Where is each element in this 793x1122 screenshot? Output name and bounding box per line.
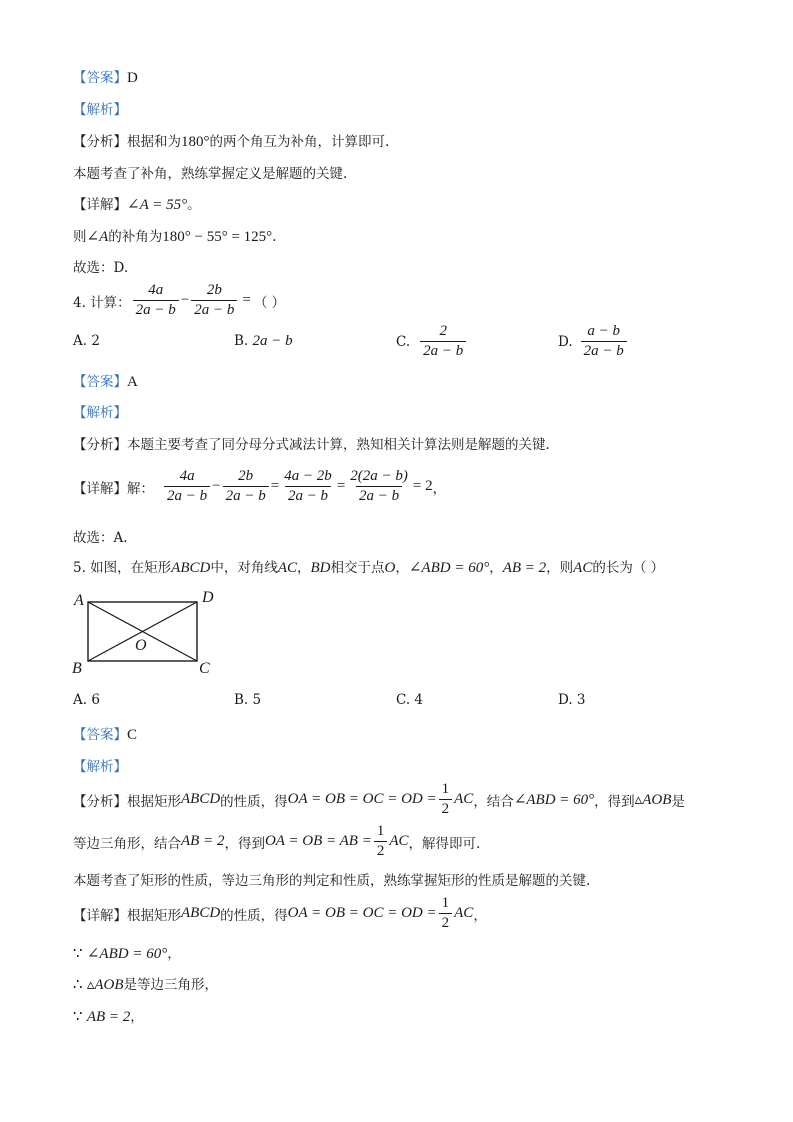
q4-analysis-tag xyxy=(73,401,127,421)
q3-detail-line xyxy=(73,193,201,214)
angle-a: ∠A xyxy=(86,229,109,245)
math: AC xyxy=(389,833,409,849)
denominator: 2a − b xyxy=(223,486,269,506)
numerator: 1 xyxy=(441,781,450,797)
denominator: 2a − b xyxy=(285,486,331,506)
q4-option-b xyxy=(234,333,293,350)
analysis-tag: 【解析】 xyxy=(73,405,127,421)
math: AB = 2 xyxy=(502,560,547,576)
answer-value: C xyxy=(127,727,138,743)
math: AC xyxy=(277,560,298,576)
numerator: a − b xyxy=(587,323,621,339)
analysis-tag: 【解析】 xyxy=(73,759,127,775)
math: OA = OB = OC = OD = xyxy=(287,905,437,921)
answer-value: A xyxy=(127,374,138,390)
math: ∠ABD = 60° xyxy=(513,792,595,808)
denominator: 2a − b xyxy=(420,341,466,361)
math: AB = 2 xyxy=(181,833,225,849)
q4-stem xyxy=(73,281,285,320)
fraction xyxy=(374,822,388,861)
q5-option-b: B. 5 xyxy=(234,692,262,708)
stem-text: 中，对角线 xyxy=(210,560,278,576)
degree-value: 180° xyxy=(181,134,210,150)
q4-option-a: A. 2 xyxy=(73,333,100,349)
fraction xyxy=(133,281,179,320)
because-symbol: ∵ xyxy=(73,946,83,962)
math: AC xyxy=(573,560,593,576)
because-symbol: ∵ xyxy=(73,1009,83,1025)
q3-review: 本题考查了补角，熟练掌握定义是解题的关键. xyxy=(73,166,348,182)
answer-blank: 的长为（ ） xyxy=(592,560,665,576)
text: 的性质，得 xyxy=(220,907,288,924)
math: ∠ABD = 60° xyxy=(86,946,168,962)
stem-text: 4. 计算： xyxy=(73,294,131,311)
q3-choice: 故选：D. xyxy=(73,260,129,276)
math: ▵AOB xyxy=(634,792,672,808)
q5-option-a: A. 6 xyxy=(73,692,100,708)
punct: ， xyxy=(297,560,311,576)
answer-tag: 【答案】 xyxy=(73,70,127,86)
q5-step-therefore xyxy=(73,973,218,994)
math: AB = 2 xyxy=(86,1009,131,1025)
fraction xyxy=(347,467,411,506)
numerator: 2b xyxy=(206,282,222,298)
text: 是等边三角形， xyxy=(123,977,219,993)
therefore-symbol: ∴ xyxy=(73,977,83,993)
punct: ， xyxy=(395,560,409,576)
vertex-label-a: A xyxy=(74,592,84,609)
detail-text: 解： xyxy=(127,480,154,497)
q5-step-because-ab xyxy=(73,1005,144,1026)
fenxi-text: 根据和为 xyxy=(127,134,181,150)
option-label: B. xyxy=(234,333,249,349)
q4-answer-line xyxy=(73,370,138,391)
text: ，结合 xyxy=(473,793,514,810)
numerator: 1 xyxy=(376,823,385,839)
q4-fenxi-line xyxy=(73,433,550,453)
fraction xyxy=(420,322,466,361)
fraction xyxy=(281,467,335,506)
detail-tag: 【详解】 xyxy=(73,907,127,924)
text: ，解得即可. xyxy=(408,835,481,852)
punct: . xyxy=(272,229,277,245)
denominator: 2a − b xyxy=(133,300,179,320)
q5-option-c: C. 4 xyxy=(396,692,424,708)
math: ABCD xyxy=(171,560,211,576)
numerator: 4a xyxy=(148,282,164,298)
denominator: 2 xyxy=(374,841,388,861)
stem-text: 相交于点 xyxy=(330,560,385,576)
text: 的性质，得 xyxy=(220,793,288,810)
equals-sign: = xyxy=(270,478,280,494)
q5-fenxi-line2 xyxy=(73,822,480,861)
q3-answer-line xyxy=(73,66,138,87)
math: O xyxy=(384,560,396,576)
numerator: 2(2a − b) xyxy=(350,468,408,484)
denominator: 2a − b xyxy=(356,486,402,506)
fenxi-tag: 【分析】 xyxy=(73,134,127,150)
option-math: 2a − b xyxy=(252,333,293,349)
answer-blank: （ ） xyxy=(253,294,286,311)
fenxi-tag: 【分析】 xyxy=(73,793,127,810)
text: 是 xyxy=(671,793,685,810)
q5-review: 本题考查了矩形的性质，等边三角形的判定和性质，熟练掌握矩形的性质是解题的关键. xyxy=(73,873,591,889)
math: ABCD xyxy=(181,791,221,807)
denominator: 2a − b xyxy=(191,300,237,320)
punct: ， xyxy=(130,1009,144,1025)
q4-choice: 故选：A. xyxy=(73,530,128,546)
denominator: 2a − b xyxy=(164,486,210,506)
fraction xyxy=(164,467,210,506)
fenxi-text: 的两个角互为补角，计算即可. xyxy=(209,134,390,150)
fraction xyxy=(223,467,269,506)
answer-tag: 【答案】 xyxy=(73,374,127,390)
vertex-label-c: C xyxy=(199,660,210,677)
text: ， xyxy=(473,907,487,924)
text: ，得到 xyxy=(224,835,265,852)
numerator: 1 xyxy=(441,895,450,911)
math: AC xyxy=(454,905,474,921)
rectangle-figure xyxy=(68,585,218,677)
center-label-o: O xyxy=(135,637,147,654)
math: ▵AOB xyxy=(86,977,124,993)
fraction xyxy=(581,322,627,361)
denominator: 2a − b xyxy=(581,341,627,361)
fenxi-text: 本题主要考查了同分母分式减法计算，熟知相关计算法则是解题的关键. xyxy=(127,437,550,453)
fraction xyxy=(191,281,237,320)
q3-fenxi-line xyxy=(73,130,389,151)
detail-tag: 【详解】 xyxy=(73,197,127,213)
text: 根据矩形 xyxy=(127,793,181,810)
text: ，得到 xyxy=(594,793,635,810)
detail-tag: 【详解】 xyxy=(73,480,127,497)
minus-sign: − xyxy=(212,478,221,494)
fraction xyxy=(439,780,453,819)
answer-value: D xyxy=(127,70,138,86)
punct: ， xyxy=(167,946,181,962)
q3-analysis-tag xyxy=(73,98,127,118)
vertex-label-b: B xyxy=(72,660,82,677)
text: 的补角为 xyxy=(108,229,163,245)
option-label: D. xyxy=(558,333,573,350)
q5-detail-line xyxy=(73,894,487,933)
vertex-label-d: D xyxy=(202,589,214,606)
equals-sign: = xyxy=(336,478,346,494)
q4-option-c xyxy=(396,322,468,361)
q5-analysis-tag xyxy=(73,755,127,775)
math: OA = OB = AB = xyxy=(264,833,372,849)
math: ABCD xyxy=(181,905,221,921)
fenxi-tag: 【分析】 xyxy=(73,437,127,453)
q5-stem xyxy=(73,556,664,577)
numerator: 4a xyxy=(179,468,195,484)
analysis-tag: 【解析】 xyxy=(73,102,127,118)
denominator: 2 xyxy=(439,913,453,933)
angle-a: ∠A = 55° xyxy=(127,197,188,213)
fraction xyxy=(439,894,453,933)
numerator: 4a − 2b xyxy=(284,468,332,484)
math: ∠ABD = 60° xyxy=(408,560,490,576)
stem-text: 5. 如图，在矩形 xyxy=(73,560,172,576)
text: 则 xyxy=(73,229,87,245)
numerator: 2 xyxy=(439,323,447,339)
q4-option-d xyxy=(558,322,629,361)
denominator: 2 xyxy=(439,799,453,819)
math: BD xyxy=(310,560,331,576)
answer-tag: 【答案】 xyxy=(73,727,127,743)
punct: 。 xyxy=(187,197,201,213)
q4-detail-line xyxy=(73,467,446,506)
option-label: C. xyxy=(396,333,411,350)
result: = 2 xyxy=(412,478,433,494)
minus-sign: − xyxy=(180,292,190,308)
equals-sign: = xyxy=(242,292,251,308)
q5-answer-line xyxy=(73,723,137,744)
math: OA = OB = OC = OD = xyxy=(287,791,437,807)
q5-fenxi-line1 xyxy=(73,780,685,819)
numerator: 2b xyxy=(238,468,254,484)
punct: ， xyxy=(432,480,447,497)
supplement-calc: 180° − 55° = 125° xyxy=(162,229,273,245)
math: AC xyxy=(454,791,474,807)
stem-text: ，则 xyxy=(546,560,574,576)
q5-option-d: D. 3 xyxy=(558,692,586,708)
punct: ， xyxy=(489,560,503,576)
text: 根据矩形 xyxy=(127,907,181,924)
q3-step-line xyxy=(73,225,276,246)
text: 等边三角形，结合 xyxy=(73,835,181,852)
q5-step-because-angle xyxy=(73,942,181,963)
